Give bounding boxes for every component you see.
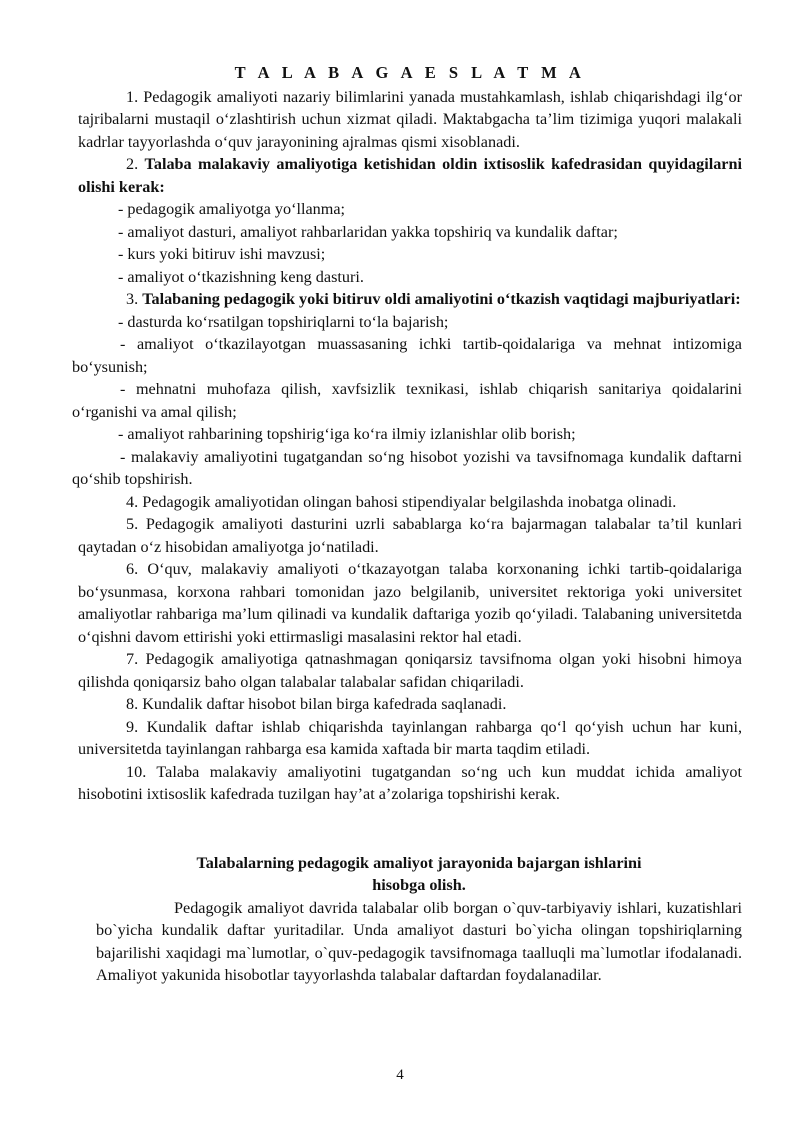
list-item: - amaliyot o‘tkazishning keng dasturi. <box>118 267 364 286</box>
paragraph-8: 8. Kundalik daftar hisobot bilan birga kafedrada saqlanadi. <box>126 695 507 713</box>
section-2 <box>96 852 742 987</box>
document-page <box>72 62 742 987</box>
paragraph-2-number: 2. <box>126 155 139 173</box>
paragraph-9: 9. Kundalik daftar ishlab chiqarishda tayinlangan rahbarga qo‘l qo‘yish uchun har kuni, universitetda tayinlangan rahbarga esa kamida xaftada bir marta taqdim etiladi. <box>78 717 742 758</box>
list-item: - pedagogik amaliyotga yo‘llanma; <box>118 200 346 218</box>
list-item: - dasturda ko‘rsatilgan topshiriqlarni to‘la bajarish; <box>118 312 449 331</box>
paragraph-1: 1. Pedagogik amaliyoti nazariy bilimlarini yanada mustahkamlash, ishlab chiqarishdagi ilg‘or tajribalarni mustaqil o‘zlashtirish uchun xizmat qiladi. Maktabgacha ta’lim tizimiga yuqori malakali kadrlar tayyorlashda o‘quv jarayonining ajralmas qismi xisoblanadi. <box>78 87 742 151</box>
paragraph-7: 7. Pedagogik amaliyotiga qatnashmagan qoniqarsiz tavsifnoma olgan yoki hisobni himoya qilishda qoniqarsiz baho olgan talabalar talabalar safidan chiqariladi. <box>78 650 742 691</box>
list-item: - amaliyot o‘tkazilayotgan muassasaning ichki tartib-qoidalariga va mehnat intizomiga bo‘ysunish; <box>72 335 742 376</box>
section-2-text: Pedagogik amaliyot davrida talabalar olib borgan o`quv-tarbiyaviy ishlari, kuzatishlari bo`yicha kundalik daftar yuritadilar. Unda amaliyot dasturi bo`yicha olingan topshiriqlarning bajarilishi xaqidagi ma`lumotlar, o`quv-pedagogik tavsifnomaga taalluqli ma`lumotlar ifodalanadi. Amaliyot yakunida hisobotlar tayyorlashda talabalar daftardan foydalanadilar. <box>96 898 742 984</box>
list-item: - amaliyot dasturi, amaliyot rahbarlaridan yakka topshiriq va kundalik daftar; <box>118 222 618 241</box>
list-item: - malakaviy amaliyotini tugatgandan so‘ng hisobot yozishi va tavsifnomaga kundalik daftarni qo‘shib topshirish. <box>72 447 742 488</box>
list-item: - amaliyot rahbarining topshirig‘iga ko‘ra ilmiy izlanishlar olib borish; <box>118 425 576 443</box>
section-2-title: Talabalarning pedagogik amaliyot jarayonida bajargan ishlarini <box>196 853 642 872</box>
list-item: - kurs yoki bitiruv ishi mavzusi; <box>118 245 326 263</box>
paragraph-2-heading: Talaba malakaviy amaliyotiga ketishidan oldin ixtisoslik kafedrasidan quyidagilarni olishi kerak: <box>78 155 742 196</box>
paragraph-3 <box>78 288 742 311</box>
page-number: 4 <box>396 1067 404 1083</box>
page-title: T A L A B A G A E S L A T M A <box>234 63 586 82</box>
section-spacer <box>78 806 742 852</box>
paragraph-10: 10. Talaba malakaviy amaliyotini tugatgandan so‘ng uch kun muddat ichida amaliyot hisobotini ixtisoslik kafedrada tuzilgan hay’at a’zolariga topshirishi kerak. <box>78 762 742 803</box>
list-item: - mehnatni muhofaza qilish, xavfsizlik texnikasi, ishlab chiqarish sanitariya qoidalarini o‘rganishi va amal qilish; <box>72 380 742 421</box>
paragraph-3-number: 3. <box>126 290 139 308</box>
paragraph-4: 4. Pedagogik amaliyotidan olingan bahosi stipendiyalar belgilashda inobatga olinadi. <box>126 492 677 511</box>
paragraph-5: 5. Pedagogik amaliyoti dasturini uzrli sabablarga ko‘ra bajarmagan talabalar ta’til kunlari qaytadan o‘z hisobidan amaliyotga jo‘natiladi. <box>78 515 742 556</box>
section-2-title-cont: hisobga olish. <box>372 876 466 894</box>
paragraph-6: 6. O‘quv, malakaviy amaliyoti o‘tkazayotgan talaba korxonaning ichki tartib-qoidalariga bo‘ysunmasa, korxona rahbari tomonidan jazo belgilanib, universitet rektoriga yoki universitet amaliyotlar rahbariga ma’lum qilinadi va kundalik daftariga yozib qo‘yiladi. Talabaning universitetda o‘qishni davom ettirishi yoki ettirmasligi masalasini rektor hal etadi. <box>78 560 742 646</box>
paragraph-2 <box>78 153 742 198</box>
paragraph-3-heading: Talabaning pedagogik yoki bitiruv oldi amaliyotini o‘tkazish vaqtidagi majburiyatlari: <box>142 290 741 308</box>
